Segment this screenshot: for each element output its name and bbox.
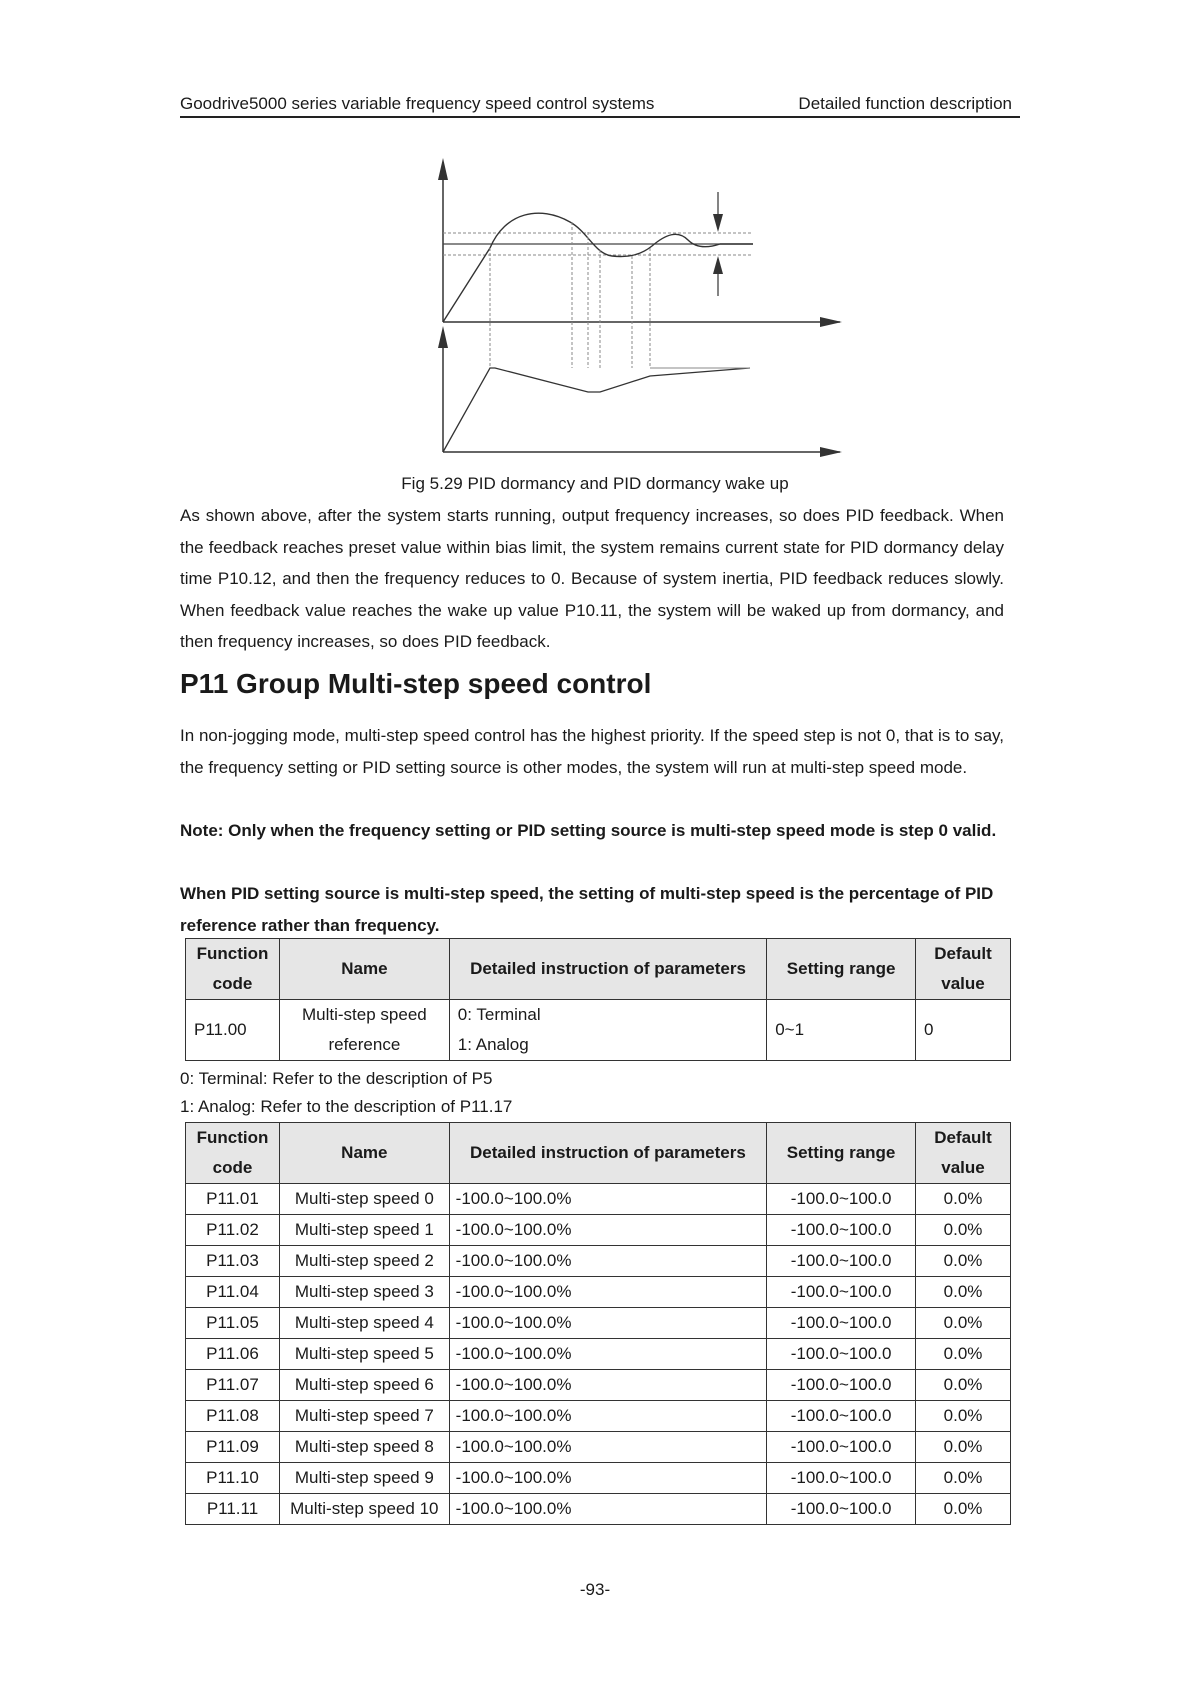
cell-default: 0.0% bbox=[916, 1432, 1011, 1463]
cell-range: -100.0~100.0 bbox=[767, 1463, 916, 1494]
cell-name: Multi-step speed 7 bbox=[279, 1401, 449, 1432]
cell-name bbox=[279, 1000, 449, 1061]
cell-detail: -100.0~100.0% bbox=[449, 1401, 766, 1432]
cell-name: Multi-step speed 8 bbox=[279, 1432, 449, 1463]
parameter-table-p1100 bbox=[185, 938, 1011, 1061]
cell-code: P11.05 bbox=[186, 1308, 280, 1339]
cell-range: -100.0~100.0 bbox=[767, 1370, 916, 1401]
cell-name: Multi-step speed 1 bbox=[279, 1215, 449, 1246]
cell-default: 0.0% bbox=[916, 1401, 1011, 1432]
cell-name: Multi-step speed 4 bbox=[279, 1308, 449, 1339]
cell-code: P11.01 bbox=[186, 1184, 280, 1215]
cell-detail-line2: 1: Analog bbox=[457, 1035, 529, 1054]
cell-name-line1: Multi-step speed bbox=[302, 1005, 427, 1024]
bottom-y-arrow bbox=[438, 326, 448, 348]
header-function: Function bbox=[196, 944, 269, 963]
parameter-table-multistep bbox=[185, 1122, 1011, 1525]
table-row bbox=[186, 1246, 1011, 1277]
header-default: Default bbox=[934, 1128, 992, 1147]
note-pid-percentage: When PID setting source is multi-step speed, the setting of multi-step speed is the percentage of PID reference rather than frequency. bbox=[180, 884, 994, 935]
col-range: Setting range bbox=[767, 1123, 916, 1184]
header-function: Function bbox=[196, 1128, 269, 1147]
cell-code: P11.09 bbox=[186, 1432, 280, 1463]
cell-default: 0 bbox=[916, 1000, 1011, 1061]
cell-default: 0.0% bbox=[916, 1215, 1011, 1246]
table-row bbox=[186, 1494, 1011, 1525]
header-section: Detailed function description bbox=[798, 94, 1012, 113]
cell-code: P11.10 bbox=[186, 1463, 280, 1494]
output-frequency-curve bbox=[443, 368, 750, 452]
table-row bbox=[186, 1339, 1011, 1370]
reference-analog: 1: Analog: Refer to the description of P11.17 bbox=[180, 1097, 513, 1116]
cell-default: 0.0% bbox=[916, 1246, 1011, 1277]
page-header bbox=[180, 92, 1020, 118]
bias-arrow-down bbox=[713, 214, 723, 232]
col-range: Setting range bbox=[767, 939, 916, 1000]
cell-code: P11.11 bbox=[186, 1494, 280, 1525]
bias-arrow-up bbox=[713, 256, 723, 274]
page-number: -93- bbox=[579, 1580, 611, 1599]
cell-name: Multi-step speed 6 bbox=[279, 1370, 449, 1401]
table-row bbox=[186, 1184, 1011, 1215]
cell-default: 0.0% bbox=[916, 1494, 1011, 1525]
table-row bbox=[186, 1308, 1011, 1339]
header-value: value bbox=[941, 1158, 985, 1177]
cell-code: P11.07 bbox=[186, 1370, 280, 1401]
cell-name: Multi-step speed 10 bbox=[279, 1494, 449, 1525]
header-title: Goodrive5000 series variable frequency speed control systems bbox=[180, 94, 655, 113]
cell-name-line2: reference bbox=[328, 1035, 401, 1054]
cell-detail: -100.0~100.0% bbox=[449, 1370, 766, 1401]
cell-code: P11.08 bbox=[186, 1401, 280, 1432]
table-header-row bbox=[186, 1123, 1011, 1184]
paragraph-pid-dormancy: As shown above, after the system starts running, output frequency increases, so does PID feedback. When the feedback reaches preset value within bias limit, the system remains current state for PID dormancy delay time P10.12, and then the frequency reduces to 0. Because of system inertia, PID feedback reduces slowly. When feedback value reaches the wake up value P10.11, the system will be waked up from dormancy, and then frequency increases, so does PID feedback. bbox=[180, 506, 1004, 651]
table-row bbox=[186, 1463, 1011, 1494]
table-header-row bbox=[186, 939, 1011, 1000]
col-default bbox=[916, 1123, 1011, 1184]
cell-default: 0.0% bbox=[916, 1308, 1011, 1339]
cell-range: 0~1 bbox=[767, 1000, 916, 1061]
table-row bbox=[186, 1401, 1011, 1432]
cell-code: P11.03 bbox=[186, 1246, 280, 1277]
cell-name: Multi-step speed 3 bbox=[279, 1277, 449, 1308]
cell-detail-line1: 0: Terminal bbox=[457, 1005, 541, 1024]
cell-default: 0.0% bbox=[916, 1463, 1011, 1494]
cell-range: -100.0~100.0 bbox=[767, 1432, 916, 1463]
col-name: Name bbox=[279, 1123, 449, 1184]
cell-name: Multi-step speed 2 bbox=[279, 1246, 449, 1277]
cell-detail: -100.0~100.0% bbox=[449, 1184, 766, 1215]
cell-detail: -100.0~100.0% bbox=[449, 1463, 766, 1494]
reference-terminal: 0: Terminal: Refer to the description of P5 bbox=[180, 1069, 493, 1088]
cell-detail: -100.0~100.0% bbox=[449, 1246, 766, 1277]
cell-default: 0.0% bbox=[916, 1277, 1011, 1308]
cell-detail: -100.0~100.0% bbox=[449, 1494, 766, 1525]
header-code: code bbox=[212, 1158, 253, 1177]
header-code: code bbox=[212, 974, 253, 993]
note-step0: Note: Only when the frequency setting or PID setting source is multi-step speed mode is step 0 valid. bbox=[180, 821, 997, 840]
col-name: Name bbox=[279, 939, 449, 1000]
cell-code: P11.04 bbox=[186, 1277, 280, 1308]
col-function-code bbox=[186, 1123, 280, 1184]
cell-code: P11.02 bbox=[186, 1215, 280, 1246]
cell-detail: -100.0~100.0% bbox=[449, 1308, 766, 1339]
pid-dormancy-diagram bbox=[420, 150, 860, 470]
cell-detail: -100.0~100.0% bbox=[449, 1432, 766, 1463]
cell-detail: -100.0~100.0% bbox=[449, 1339, 766, 1370]
col-detail: Detailed instruction of parameters bbox=[449, 939, 766, 1000]
cell-name: Multi-step speed 9 bbox=[279, 1463, 449, 1494]
cell-detail bbox=[449, 1000, 766, 1061]
cell-range: -100.0~100.0 bbox=[767, 1308, 916, 1339]
cell-range: -100.0~100.0 bbox=[767, 1494, 916, 1525]
cell-name: Multi-step speed 5 bbox=[279, 1339, 449, 1370]
col-default bbox=[916, 939, 1011, 1000]
col-function-code bbox=[186, 939, 280, 1000]
header-default: Default bbox=[934, 944, 992, 963]
cell-default: 0.0% bbox=[916, 1184, 1011, 1215]
table-row bbox=[186, 1000, 1011, 1061]
bottom-x-arrow bbox=[820, 447, 842, 457]
cell-range: -100.0~100.0 bbox=[767, 1215, 916, 1246]
cell-default: 0.0% bbox=[916, 1339, 1011, 1370]
section-title: P11 Group Multi-step speed control bbox=[180, 668, 652, 699]
cell-range: -100.0~100.0 bbox=[767, 1339, 916, 1370]
col-detail: Detailed instruction of parameters bbox=[449, 1123, 766, 1184]
table-row bbox=[186, 1370, 1011, 1401]
cell-code: P11.06 bbox=[186, 1339, 280, 1370]
top-y-arrow bbox=[438, 158, 448, 180]
cell-range: -100.0~100.0 bbox=[767, 1246, 916, 1277]
paragraph-multistep: In non-jogging mode, multi-step speed control has the highest priority. If the speed step is not 0, that is to say, the frequency setting or PID setting source is other modes, the system will run at multi-step speed mode. bbox=[180, 726, 1004, 777]
header-value: value bbox=[941, 974, 985, 993]
cell-range: -100.0~100.0 bbox=[767, 1184, 916, 1215]
cell-range: -100.0~100.0 bbox=[767, 1401, 916, 1432]
cell-code: P11.00 bbox=[186, 1000, 280, 1061]
table-row bbox=[186, 1277, 1011, 1308]
cell-range: -100.0~100.0 bbox=[767, 1277, 916, 1308]
cell-detail: -100.0~100.0% bbox=[449, 1277, 766, 1308]
figure-caption: Fig 5.29 PID dormancy and PID dormancy wake up bbox=[401, 474, 789, 493]
cell-default: 0.0% bbox=[916, 1370, 1011, 1401]
cell-detail: -100.0~100.0% bbox=[449, 1215, 766, 1246]
top-x-arrow bbox=[820, 317, 842, 327]
cell-name: Multi-step speed 0 bbox=[279, 1184, 449, 1215]
table-row bbox=[186, 1432, 1011, 1463]
table-row bbox=[186, 1215, 1011, 1246]
